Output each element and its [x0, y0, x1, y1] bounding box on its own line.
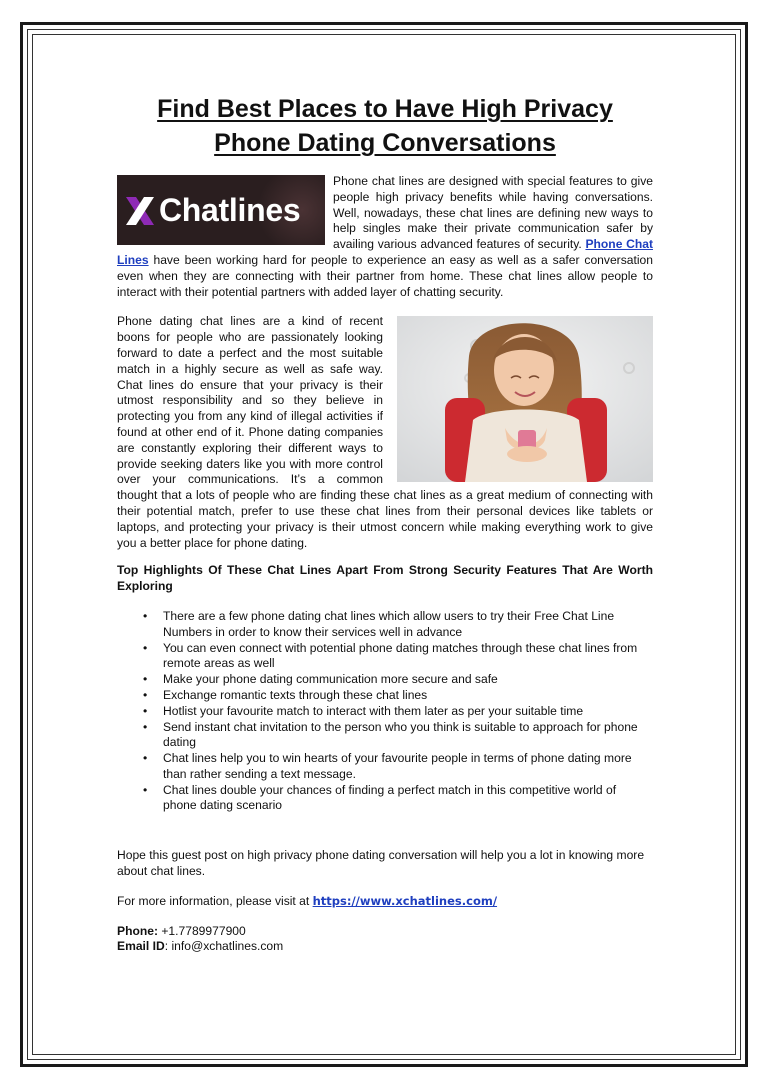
bullet-icon: • — [143, 703, 148, 718]
list-item-text: Exchange romantic texts through these chat lines — [163, 687, 428, 702]
list-item — [117, 609, 653, 641]
bullet-icon: • — [143, 640, 148, 655]
list-item — [117, 672, 653, 688]
title-line-1: Find Best Places to Have High Privacy — [157, 95, 613, 123]
highlights-list — [117, 609, 653, 814]
logo-wordmark: Chatlines — [159, 192, 301, 228]
more-info-line — [117, 894, 653, 910]
bullet-icon: • — [143, 608, 148, 623]
list-item-text: Send instant chat invitation to the person who you think is suitable to approach for phone dating — [163, 719, 638, 750]
bullet-icon: • — [143, 672, 148, 687]
list-item-text: Hotlist your favourite match to interact with them later as per your suitable time — [163, 703, 584, 718]
intro-text-continued: have been working hard for people to experience an easy as well as a safer conversation even when they are connecting with their partner from home. These chat lines allow people to interact with their potential partners with added layer of chatting security. — [117, 252, 653, 299]
intro-paragraph — [117, 174, 653, 300]
email-line — [117, 939, 653, 955]
bullet-icon: • — [143, 719, 148, 734]
intro-text: Phone chat lines are designed with special features to give people high privacy benefits while having conversations. Well, nowadays, these chat lines are defining new ways to help singles make their private communication safer by availing various advanced features of security. — [333, 174, 653, 252]
bullet-icon: • — [143, 751, 148, 766]
list-item-text: Make your phone dating communication more secure and safe — [163, 672, 498, 687]
list-item-text: There are a few phone dating chat lines which allow users to try their Free Chat Line Numbers in order to know their services well in advance — [163, 608, 615, 639]
list-item — [117, 704, 653, 720]
contact-block — [117, 924, 653, 956]
phone-chat-lines-link[interactable]: Phone Chat Lines — [117, 237, 653, 267]
list-item — [117, 720, 653, 752]
girl-with-phone-photo — [397, 316, 653, 482]
highlights-heading: Top Highlights Of These Chat Lines Apart From Strong Security Features That Are Worth Exploring — [117, 563, 653, 594]
phone-label: Phone: — [117, 923, 158, 938]
title-line-2: Phone Dating Conversations — [214, 129, 556, 157]
list-item-text: You can even connect with potential phone dating matches through these chat lines from remote areas as well — [163, 640, 638, 671]
website-link[interactable]: https://www.xchatlines.com/ — [312, 893, 498, 908]
list-item — [117, 641, 653, 673]
privacy-text: Phone dating chat lines are a kind of recent boons for people who are passionately looking forward to date a perfect and the most suitable match in a highly secure as well as safe way. Chat lines do ensure that your privacy is their utmost responsibility and so they believe in protecting you from any kind of illegal activities if found at other end of it. Phone dating companies are constantly exploring their different ways to provide seeking daters like you with more control over your communications. It’s a common thought that a lots of people who are finding these chat lines as a great medium of connecting with their potential match, prefer to use these chat lines from their personal devices like tablets or laptops, and protecting your privacy is their utmost concern while making everything work to give you a better place for phone dating. — [117, 314, 653, 550]
list-item-text: Chat lines double your chances of finding a perfect match in this competitive world of phone dating scenario — [163, 782, 617, 813]
email-value: : info@xchatlines.com — [164, 939, 284, 954]
page-title — [117, 92, 653, 160]
document-body — [117, 92, 653, 955]
email-label: Email ID — [117, 939, 165, 954]
bullet-icon: • — [143, 687, 148, 702]
bullet-icon: • — [143, 782, 148, 797]
list-item — [117, 688, 653, 704]
x-logo-icon — [123, 194, 157, 228]
closing-paragraph: Hope this guest post on high privacy phone dating conversation will help you a lot in knowing more about chat lines. — [117, 848, 645, 879]
more-info-text: For more information, please visit at — [117, 893, 310, 908]
list-item — [117, 751, 653, 783]
list-item-text: Chat lines help you to win hearts of your favourite people in terms of phone dating more than rather sending a text message. — [163, 751, 632, 781]
privacy-paragraph — [117, 314, 653, 551]
phone-line — [117, 924, 653, 940]
list-item — [117, 783, 653, 815]
xchatlines-logo — [117, 175, 325, 245]
phone-value: +1.7789977900 — [157, 923, 246, 938]
